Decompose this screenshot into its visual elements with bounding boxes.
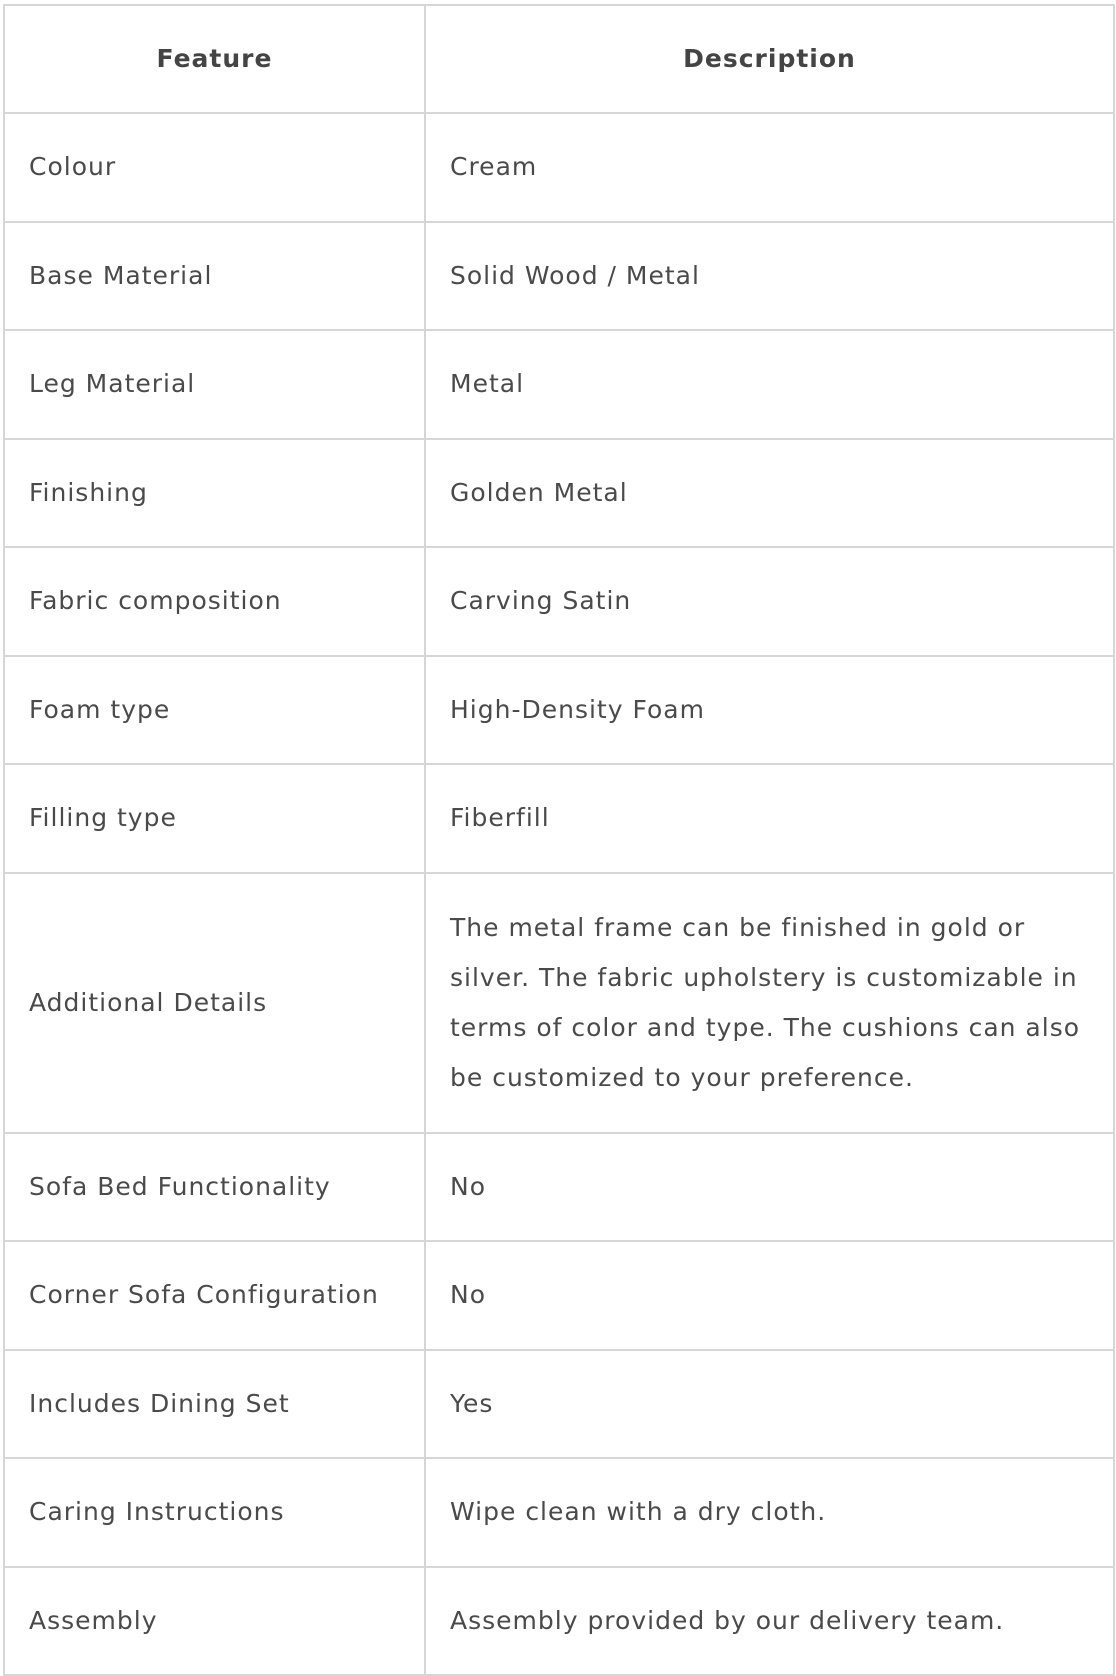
- description-cell: Wipe clean with a dry cloth.: [425, 1458, 1114, 1567]
- description-cell: The metal frame can be finished in gold or silver. The fabric upholstery is customizable in terms of color and type. The cushions can also be customized to your preference.: [425, 873, 1114, 1133]
- header-feature: Feature: [4, 5, 425, 113]
- table-header-row: [4, 5, 1114, 113]
- description-cell: Cream: [425, 113, 1114, 222]
- table-row: [4, 222, 1114, 331]
- table-row: [4, 547, 1114, 656]
- feature-cell: Additional Details: [4, 873, 425, 1133]
- table-row: [4, 1458, 1114, 1567]
- description-cell: Yes: [425, 1350, 1114, 1459]
- description-cell: Assembly provided by our delivery team.: [425, 1567, 1114, 1676]
- feature-cell: Foam type: [4, 656, 425, 765]
- feature-cell: Includes Dining Set: [4, 1350, 425, 1459]
- feature-cell: Sofa Bed Functionality: [4, 1133, 425, 1242]
- table-row: [4, 656, 1114, 765]
- description-cell: High-Density Foam: [425, 656, 1114, 765]
- description-cell: Fiberfill: [425, 764, 1114, 873]
- table-row: [4, 1133, 1114, 1242]
- feature-cell: Caring Instructions: [4, 1458, 425, 1567]
- spec-table: [3, 4, 1115, 1676]
- table-row: [4, 330, 1114, 439]
- table-row: [4, 1350, 1114, 1459]
- feature-cell: Corner Sofa Configuration: [4, 1241, 425, 1350]
- feature-cell: Finishing: [4, 439, 425, 548]
- table-row: [4, 1241, 1114, 1350]
- description-cell: No: [425, 1241, 1114, 1350]
- feature-cell: Filling type: [4, 764, 425, 873]
- header-description: Description: [425, 5, 1114, 113]
- description-cell: No: [425, 1133, 1114, 1242]
- feature-cell: Leg Material: [4, 330, 425, 439]
- table-row: [4, 113, 1114, 222]
- table-row: [4, 1567, 1114, 1676]
- feature-cell: Colour: [4, 113, 425, 222]
- table-row: [4, 439, 1114, 548]
- description-cell: Metal: [425, 330, 1114, 439]
- feature-cell: Base Material: [4, 222, 425, 331]
- feature-cell: Assembly: [4, 1567, 425, 1676]
- table-row: [4, 873, 1114, 1133]
- description-cell: Carving Satin: [425, 547, 1114, 656]
- feature-cell: Fabric composition: [4, 547, 425, 656]
- table-row: [4, 764, 1114, 873]
- description-cell: Golden Metal: [425, 439, 1114, 548]
- description-cell: Solid Wood / Metal: [425, 222, 1114, 331]
